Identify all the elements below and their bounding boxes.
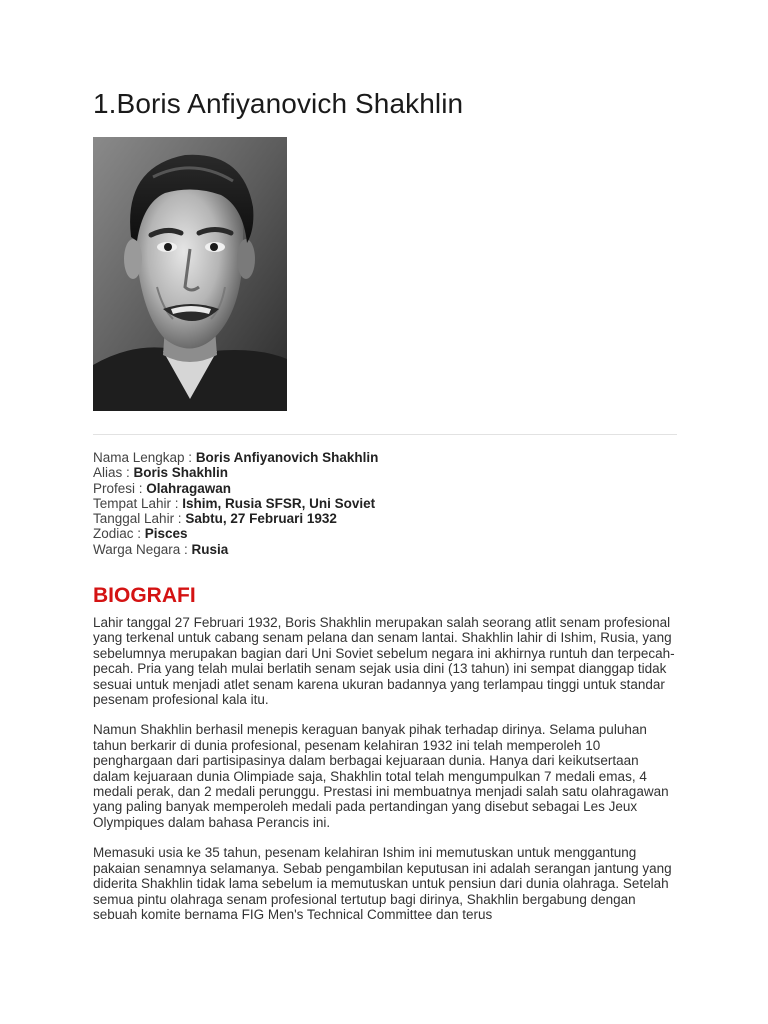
profile-value: Pisces (144, 526, 188, 542)
profile-label: Zodiac : (93, 526, 145, 542)
profile-label: Tanggal Lahir : (93, 511, 186, 527)
biography-heading: BIOGRAFI (93, 584, 196, 607)
profile-row-full-name (93, 450, 378, 465)
profile-label: Profesi : (93, 480, 147, 496)
profile-label: Tempat Lahir : (93, 495, 183, 511)
profile-label: Warga Negara : (93, 541, 192, 557)
biography-paragraph: Namun Shakhlin berhasil menepis keraguan banyak pihak terhadap dirinya. Selama puluhan tahun berkarir di dunia profesional, pesenam kelahiran 1932 ini telah memperoleh 10 penghargaan dari partisipasinya dalam berbagai kejuaraan dunia. Hanya dari keikutsertaan dalam kejuaraan dunia Olimpiade saja, Shakhlin total telah mengumpulkan 7 medali emas, 4 medali perak, dan 2 medali perunggu. Prestasi ini membuatnya menjadi salah satu olahragawan yang paling banyak memperoleh medali pada pertandingan yang disebut sebagai Les Jeux Olympiques dalam bahasa Perancis ini. (93, 722, 669, 830)
profile-label: Nama Lengkap : (93, 450, 196, 465)
profile-value: Olahragawan (146, 480, 232, 496)
profile-row-profession (93, 481, 378, 496)
profile-row-alias (93, 465, 378, 480)
section-divider (93, 434, 677, 435)
profile-value: Sabtu, 27 Februari 1932 (185, 511, 337, 527)
profile-row-birthplace (93, 496, 378, 511)
profile-row-birthdate (93, 511, 378, 526)
portrait-illustration (93, 137, 287, 411)
profile-label: Alias : (93, 465, 134, 481)
portrait-photo (93, 137, 287, 411)
page-title: 1.Boris Anfiyanovich Shakhlin (93, 88, 464, 119)
profile-value: Ishim, Rusia SFSR, Uni Soviet (182, 495, 376, 511)
profile-value: Rusia (191, 541, 229, 557)
biography-paragraph: Lahir tanggal 27 Februari 1932, Boris Shakhlin merupakan salah seorang atlit senam profesional yang terkenal untuk cabang senam pelana dan senam lantai. Shakhlin lahir di Ishim, Rusia, yang sebelumnya merupakan bagian dari Uni Soviet sebelum negara ini akhirnya runtuh dan terpecah-pecah. Pria yang telah mulai berlatih senam sejak usia dini (13 tahun) ini sempat dianggap tidak sesuai untuk menjadi atlet senam karena ukuran badannya yang terlampau tinggi untuk standar pesenam profesional kala itu. (93, 615, 675, 708)
profile-value: Boris Shakhlin (133, 465, 229, 481)
profile-row-citizenship (93, 542, 378, 557)
biography-paragraph: Memasuki usia ke 35 tahun, pesenam kelahiran Ishim ini memutuskan untuk menggantung pakaian senamnya selamanya. Sebab pengambilan keputusan ini adalah serangan jantung yang diderita Shakhlin tidak lama sebelum ia memutuskan untuk pensiun dari dunia olahraga. Setelah semua pintu olahraga senam profesional tertutup bagi dirinya, Shakhlin bergabung dengan sebuah komite bernama FIG Men's Technical Committee dan terus (93, 845, 672, 922)
biography-text (93, 615, 679, 937)
profile-info (93, 450, 378, 557)
profile-value: Boris Anfiyanovich Shakhlin (195, 450, 379, 465)
profile-row-zodiac (93, 526, 378, 541)
